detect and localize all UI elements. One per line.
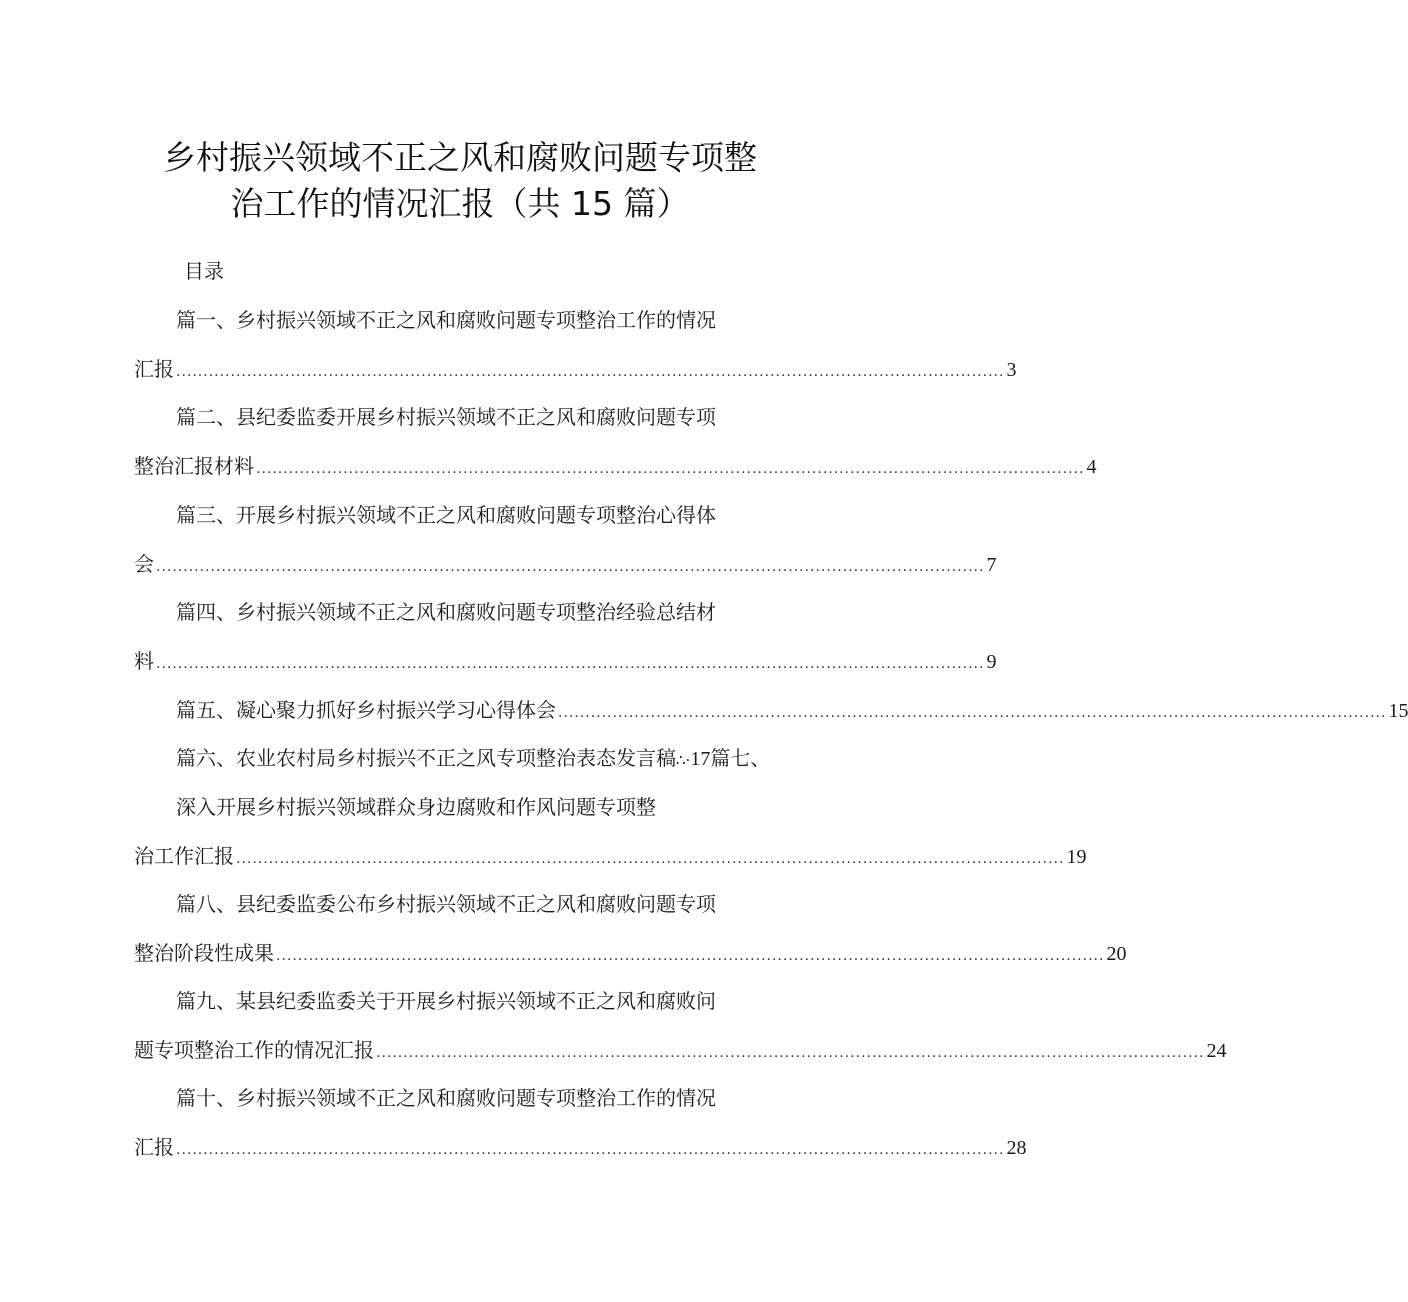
dot-leader: ........................................................................................................................................................ <box>256 461 1085 477</box>
toc-entry-7-text: 治工作汇报 <box>134 844 234 868</box>
toc-entry-1-line-2[interactable] <box>134 355 1017 383</box>
toc-entry-10-line-2[interactable] <box>134 1133 1027 1161</box>
toc-entry-9-page: 24 <box>1206 1040 1227 1062</box>
toc-entry-1-page: 3 <box>1006 359 1017 381</box>
toc-entry-3-page: 7 <box>986 554 997 576</box>
toc-entry-3-text: 会 <box>134 552 154 576</box>
document-title-line-1: 乡村振兴领域不正之风和腐败问题专项整 <box>163 138 757 177</box>
toc-entry-4-page: 9 <box>986 651 997 673</box>
toc-entry-9-line-2[interactable] <box>134 1036 1227 1064</box>
toc-entry-4-text: 料 <box>134 649 154 673</box>
toc-entry-2-line-2[interactable] <box>134 452 1097 480</box>
dot-leader: ........................................................................................................................................................ <box>276 948 1105 964</box>
dot-leader: ........................................................................................................................................................ <box>176 364 1005 380</box>
toc-entry-7-line-2[interactable] <box>134 842 1087 870</box>
toc-entry-7-prefix: 篇七、 <box>710 746 771 770</box>
dot-leader: ........................................................................................................................................................ <box>156 656 985 672</box>
dot-leader: ........................................................................................................................................................ <box>376 1045 1205 1061</box>
dot-leader: ........................................................................................................................................................ <box>156 559 985 575</box>
toc-entry-2-text: 整治汇报材料 <box>134 454 254 478</box>
toc-entry-7-page: 19 <box>1066 846 1087 868</box>
toc-entry-5-text: 篇五、凝心聚力抓好乡村振兴学习心得体会 <box>176 698 556 722</box>
toc-entry-8-text: 整治阶段性成果 <box>134 941 274 965</box>
toc-entry-9-line-1[interactable]: 篇九、某县纪委监委关于开展乡村振兴领域不正之风和腐败问 <box>176 989 716 1013</box>
dot-leader: ........................................................................................................................................................ <box>558 705 1387 721</box>
toc-entry-8-line-2[interactable] <box>134 939 1127 967</box>
toc-entry-4-line-1[interactable]: 篇四、乡村振兴领域不正之风和腐败问题专项整治经验总结材 <box>176 600 716 624</box>
toc-entry-3-line-1[interactable]: 篇三、开展乡村振兴领域不正之风和腐败问题专项整治心得体 <box>176 503 716 527</box>
toc-entry-6[interactable] <box>176 744 770 774</box>
toc-entry-3-line-2[interactable] <box>134 550 997 578</box>
toc-entry-1-text: 汇报 <box>134 357 174 381</box>
toc-entry-10-text: 汇报 <box>134 1135 174 1159</box>
dot-leader: ........................................................................................................................................................ <box>236 851 1065 867</box>
document-title-line-2: 治工作的情况汇报（共 15 篇） <box>230 184 690 223</box>
toc-entry-2-page: 4 <box>1086 456 1097 478</box>
toc-entry-10-page: 28 <box>1006 1137 1027 1159</box>
toc-entry-6-text: 篇六、农业农村局乡村振兴不正之风专项整治表态发言稿 <box>176 746 676 770</box>
toc-heading: 目录 <box>184 259 224 283</box>
toc-entry-9-text: 题专项整治工作的情况汇报 <box>134 1038 374 1062</box>
toc-entry-8-line-1[interactable]: 篇八、县纪委监委公布乡村振兴领域不正之风和腐败问题专项 <box>176 892 716 916</box>
toc-entry-2-line-1[interactable]: 篇二、县纪委监委开展乡村振兴领域不正之风和腐败问题专项 <box>176 405 716 429</box>
toc-entry-4-line-2[interactable] <box>134 647 997 675</box>
toc-entry-8-page: 20 <box>1106 943 1127 965</box>
toc-entry-7-line-1[interactable]: 深入开展乡村振兴领域群众身边腐败和作风问题专项整 <box>176 795 656 819</box>
toc-entry-6-page: 17 <box>690 748 711 770</box>
toc-entry-6-dots: ∴· <box>676 751 691 769</box>
toc-entry-5[interactable] <box>176 696 1408 724</box>
toc-entry-10-line-1[interactable]: 篇十、乡村振兴领域不正之风和腐败问题专项整治工作的情况 <box>176 1086 716 1110</box>
toc-entry-5-page: 15 <box>1388 700 1408 722</box>
dot-leader: ........................................................................................................................................................ <box>176 1142 1005 1158</box>
toc-entry-1-line-1[interactable]: 篇一、乡村振兴领域不正之风和腐败问题专项整治工作的情况 <box>176 308 716 332</box>
